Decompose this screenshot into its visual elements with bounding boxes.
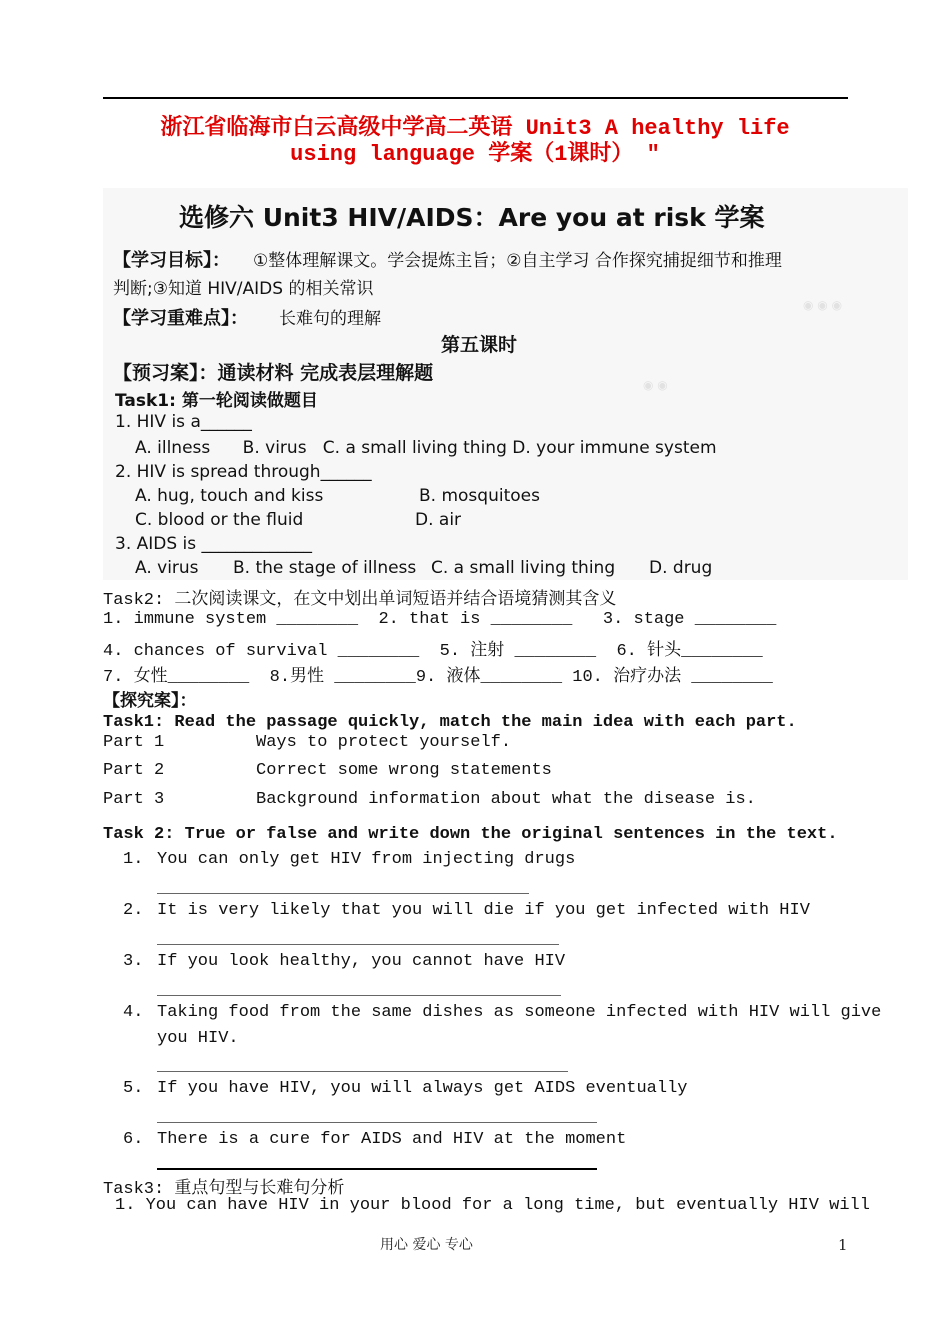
question-3-option-d: D. drug [649, 558, 713, 578]
item-text: Taking food from the same dishes as someone infected with HIV will give [157, 1003, 882, 1022]
part-idea: Correct some wrong statements [256, 761, 552, 780]
item-text: If you have HIV, you will always get AIDS eventually [157, 1079, 688, 1098]
item-number: 4. [123, 1003, 144, 1022]
vocab-row-3: 7. 女性________ 8.男性 ________9. 液体________ 10. 治疗办法 ________ [103, 668, 773, 687]
explore-task2: Task 2: True or false and write down the original sentences in the text. [103, 825, 838, 844]
item-text: You can only get HIV from injecting drugs [157, 850, 576, 869]
explore-task3: Task3: 重点句型与长难句分析 [103, 1180, 345, 1199]
question-3: 3. AIDS is _____________ [115, 534, 313, 554]
question-3-option-b: B. the stage of illness [233, 558, 417, 578]
item-number: 2. [123, 901, 144, 920]
item-text: It is very likely that you will die if you get infected with HIV [157, 901, 810, 920]
watermark: ◉ ◉ [643, 378, 668, 392]
key-label: 【学习重难点】： [113, 308, 248, 329]
key-text: 长难句的理解 [279, 309, 381, 329]
goal-text-cont: 判断;③知道 HIV/AIDS 的相关常识 [113, 279, 374, 299]
vocab-row-2: 4. chances of survival ________ 5. 注射 ________ 6. 针头________ [103, 642, 763, 661]
watermark: ◉ ◉ ◉ [803, 298, 843, 312]
page-footer: 用心 爱心 专心 [380, 1237, 473, 1253]
item-number: 1. [123, 850, 144, 869]
item-text-cont: you HIV. [157, 1029, 239, 1048]
explore-heading: 【探究案】： [103, 693, 197, 712]
lesson-label: 第五课时 [441, 334, 518, 356]
question-2-option-b: B. mosquitoes [419, 486, 540, 506]
item-number: 3. [123, 952, 144, 971]
preview-heading: 【预习案】：通读材料 完成表层理解题 [113, 362, 434, 384]
goal-text: ①整体理解课文。学会提炼主旨；②自主学习 合作探究捕捉细节和推理 [253, 251, 782, 271]
answer-line[interactable] [157, 995, 561, 996]
top-rule [103, 97, 848, 99]
question-1-options: A. illness B. virus C. a small living thing D. your immune system [135, 438, 717, 458]
task3-item: 1. You can have HIV in your blood for a long time, but eventually HIV will [115, 1196, 870, 1215]
item-text: There is a cure for AIDS and HIV at the moment [157, 1130, 627, 1149]
answer-line[interactable] [157, 893, 529, 894]
image-heading: 选修六 Unit3 HIV/AIDS：Are you at risk 学案 [179, 203, 765, 232]
question-1: 1. HIV is a______ [115, 412, 252, 432]
part-idea: Ways to protect yourself. [256, 733, 512, 752]
answer-line[interactable] [157, 1122, 597, 1123]
part-idea: Background information about what the disease is. [256, 790, 756, 809]
item-text: If you look healthy, you cannot have HIV [157, 952, 566, 971]
question-2: 2. HIV is spread through______ [115, 462, 372, 482]
answer-line[interactable] [157, 944, 559, 945]
part-label: Part 3 [103, 790, 165, 809]
part-label: Part 1 [103, 733, 165, 752]
part-label: Part 2 [103, 761, 165, 780]
item-number: 6. [123, 1130, 144, 1149]
document-title-line1: 浙江省临海市白云高级中学高二英语 Unit3 A healthy life [160, 116, 790, 141]
question-3-option-c: C. a small living thing [431, 558, 616, 578]
explore-task1: Task1: Read the passage quickly, match the main idea with each part. [103, 713, 797, 732]
answer-line[interactable] [157, 1168, 597, 1170]
task1-heading: Task1: 第一轮阅读做题目 [115, 391, 318, 411]
item-number: 5. [123, 1079, 144, 1098]
embedded-worksheet-image [103, 188, 908, 580]
task2-heading: Task2: 二次阅读课文，在文中划出单词短语并结合语境猜测其含义 [103, 591, 617, 610]
question-2-option-c: C. blood or the fluid [135, 510, 304, 530]
document-title-line2: using language 学案（1课时） ″ [290, 142, 660, 167]
goal-label: 【学习目标】： [113, 250, 230, 271]
answer-line[interactable] [157, 1071, 568, 1072]
question-2-option-a: A. hug, touch and kiss [135, 486, 324, 506]
question-2-option-d: D. air [415, 510, 462, 530]
page-number: 1 [838, 1236, 848, 1254]
vocab-row-1: 1. immune system ________ 2. that is ________ 3. stage ________ [103, 610, 777, 629]
question-3-option-a: A. virus [135, 558, 199, 578]
